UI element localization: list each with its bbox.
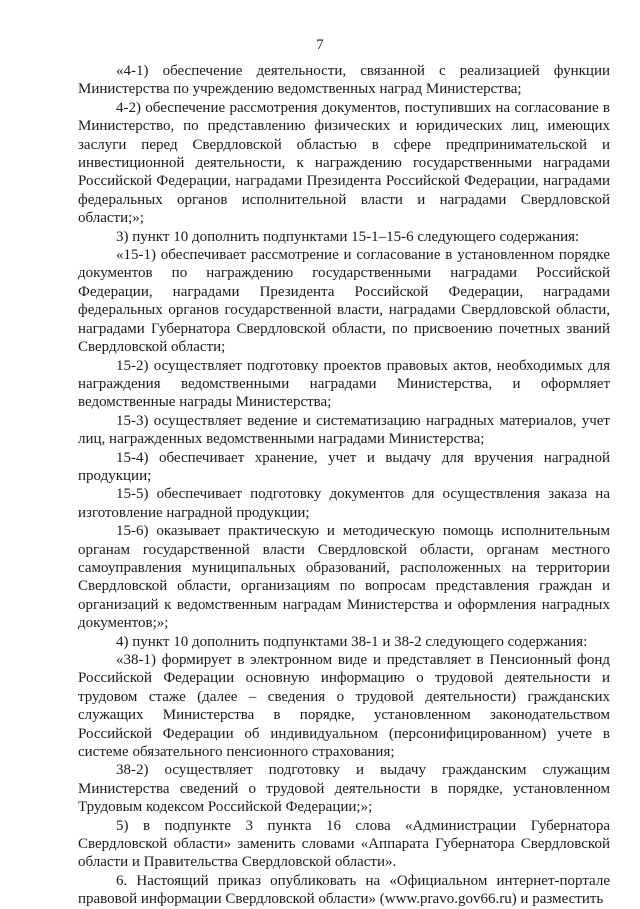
paragraph-4-2: 4-2) обеспечение рассмотрения документов, поступивших на согласование в Министерство, по представлению физических и юридических лиц, имеющих заслуги перед Свердловской областью в сфере предпринимательской и инвестиционной деятельности, к награждению государственными наградами Российской Федерации, наградами Президента Российской Федерации, наградами федеральных органов исполнительной власти и наградами Свердловской области;»; xyxy=(78,99,610,227)
paragraph-15-4: 15-4) обеспечивает хранение, учет и выдачу для вручения наградной продукции; xyxy=(78,449,610,484)
document-body xyxy=(78,62,610,909)
paragraph-38-1: «38-1) формирует в электронном виде и представляет в Пенсионный фонд Российской Федерации основную информацию о трудовой деятельности и трудовом стаже (далее – сведения о трудовой деятельности) гражданских служащих Министерства в порядке, установленном законодательством Российской Федерации об индивидуальном (персонифицированном) учете в системе обязательного пенсионного страхования; xyxy=(78,652,610,761)
paragraph-item-5: 5) в подпункте 3 пункта 16 слова «Администрации Губернатора Свердловской области» заменить словами «Аппарата Губернатора Свердловской области и Правительства Свердловской области». xyxy=(78,817,610,871)
paragraph-item-6: 6. Настоящий приказ опубликовать на «Официальном интернет-портале правовой информации Свердловской области» (www.pravo.gov66.ru) и разместить xyxy=(78,872,610,908)
paragraph-item-4: 4) пункт 10 дополнить подпунктами 38-1 и 38-2 следующего содержания: xyxy=(116,633,588,650)
page-number: 7 xyxy=(316,37,324,53)
paragraph-15-5: 15-5) обеспечивает подготовку документов для осуществления заказа на изготовление наградной продукции; xyxy=(78,486,610,521)
paragraph-15-2: 15-2) осуществляет подготовку проектов правовых актов, необходимых для награждения ведомственными наградами Министерства, и оформляет ведомственные награды Министерства; xyxy=(78,357,610,411)
paragraph-15-3: 15-3) осуществляет ведение и систематизацию наградных материалов, учет лиц, награжденных ведомственными наградами Министерства; xyxy=(78,412,610,448)
paragraph-15-6: 15-6) оказывает практическую и методическую помощь исполнительным органам государственной власти Свердловской области, органам местного самоуправления муниципальных образований, расположенных на территории Свердловской области, организациям по вопросам представления граждан и организаций к ведомственным наградам Министерства и оформления наградных документов;»; xyxy=(78,523,610,632)
paragraph-15-1: «15-1) обеспечивает рассмотрение и согласование в установленном порядке документов по награждению государственными наградами Российской Федерации, наградами Президента Российской Федерации, наградами федеральных органов государственной власти, наградами Свердловской области, наградами Губернатора Свердловской области, по присвоению почетных званий Свердловской области; xyxy=(78,247,610,356)
paragraph-4-1: «4-1) обеспечение деятельности, связанной с реализацией функции Министерства по учреждению ведомственных наград Министерства; xyxy=(78,63,610,98)
paragraph-item-3: 3) пункт 10 дополнить подпунктами 15-1–15-6 следующего содержания: xyxy=(116,228,580,245)
paragraph-38-2: 38-2) осуществляет подготовку и выдачу гражданским служащим Министерства сведений о трудовой деятельности в порядке, установленном Трудовым кодексом Российской Федерации;»; xyxy=(78,762,610,816)
